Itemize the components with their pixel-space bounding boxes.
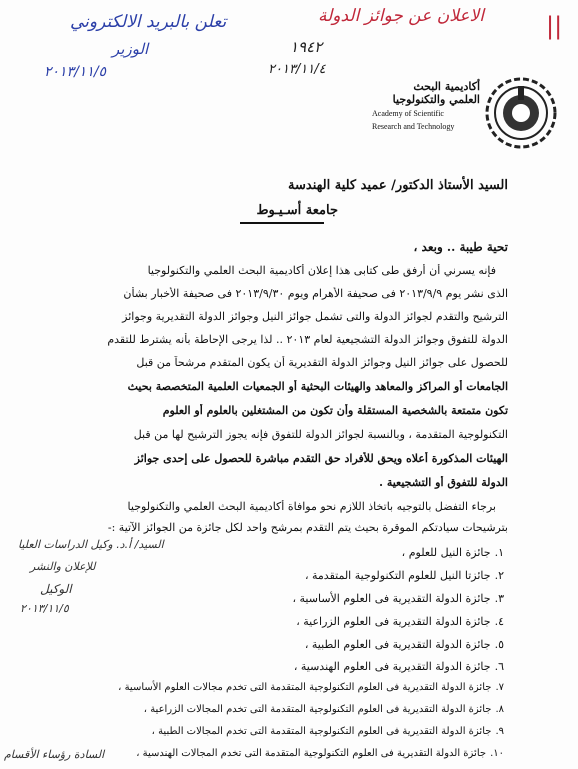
handwritten-email-note: تعلن بالبريد الالكتروني <box>70 12 227 32</box>
prize-item: ١.جائزة النيل للعلوم ، <box>401 546 504 559</box>
prize-item: ٥.جائزة الدولة التقديرية فى العلوم الطبية ، <box>304 638 504 651</box>
prize-item: ١٠.جائزة الدولة التقديرية فى العلوم التكنولوجية المتقدمة التى تخدم المجالات الهندسية ، <box>136 748 504 759</box>
body-line: الدولة للتفوق وجوائز الدولة التشجيعية لعام ٢٠١٣ .. لذا يرجى الإحاطة بأنه يشترط للتقدم <box>107 333 508 346</box>
reference-number: ١٩٤٢ <box>290 38 323 56</box>
prize-item: ٣.جائزة الدولة التقديرية فى العلوم الأساسية ، <box>292 592 504 605</box>
prize-item: ٢.جائزتا النيل للعلوم التكنولوجية المتقدمة ، <box>304 569 504 582</box>
handwritten-side-note-1: السيد/ أ.د. وكيل الدراسات العليا <box>18 538 164 551</box>
request-line: برجاء التفضل بالتوجيه باتخاذ اللازم نحو موافاة أكاديمية البحث العلمي والتكنولوجيا <box>127 500 496 513</box>
org-name-en-1: Academy of Scientific <box>372 109 444 119</box>
body-line-bold: الدولة للتفوق أو التشجيعية . <box>379 476 508 489</box>
body-line-bold: الهيئات المذكورة أعلاه ويحق للأفراد حق التقدم مباشرة للحصول على إحدى جوائز <box>134 452 508 465</box>
org-name-ar-1: أكاديمية البحث <box>413 80 480 93</box>
handwritten-subject-note: الاعلان عن جوائز الدولة <box>318 6 484 26</box>
handwritten-minister-note: الوزير <box>112 40 149 58</box>
handwritten-margin-mark: || <box>546 12 563 40</box>
recipient-underline <box>240 222 324 224</box>
organization-name <box>372 80 480 132</box>
request-line: بترشيحات سيادتكم الموقرة بحيث يتم التقدم بمرشح واحد لكل جائزة من الجوائز الآتية :- <box>107 521 508 534</box>
handwritten-date: ٢٠١٣/١١/٥ <box>44 64 107 80</box>
body-line: فإنه يسرني أن أرفق طى كتابى هذا إعلان أكاديمية البحث العلمي والتكنولوجيا <box>147 264 496 277</box>
handwritten-side-note-date: ٢٠١٣/١١/٥ <box>20 602 69 615</box>
body-line-bold: الجامعات أو المراكز والمعاهد والهيئات البحثية أو الجمعيات العلمية المتخصصة بحيث <box>127 380 508 393</box>
org-name-ar-2: العلمي والتكنولوجيا <box>392 93 480 107</box>
body-line: التكنولوجية المتقدمة ، وبالنسبة لجوائز الدولة للتفوق فإنه يجوز الترشيح لها من قبل <box>133 428 508 441</box>
recipient-title: السيد الأستاذ الدكتور/ عميد كلية الهندسة <box>288 178 508 193</box>
academy-logo-icon <box>484 76 558 150</box>
greeting: تحية طيبة .. وبعد ، <box>413 240 508 254</box>
handwritten-side-note-2: للإعلان والنشر <box>30 560 96 573</box>
handwritten-bottom-note: السادة رؤساء الأقسام <box>4 748 105 761</box>
handwritten-side-note-3: الوكيل <box>40 582 72 596</box>
body-line: الذى نشر يوم ٢٠١٣/٩/٩ فى صحيفة الأهرام ويوم ٢٠١٣/٩/٣٠ فى صحيفة الأخبار بشأن <box>123 287 508 300</box>
prize-item: ٦.جائزة الدولة التقديرية فى العلوم الهندسية ، <box>293 660 504 673</box>
body-line: الترشيح والتقدم لجوائز الدولة والتى تشمل جوائز النيل وجوائز الدولة التقديرية وجوائز <box>122 310 508 323</box>
prize-item: ٨.جائزة الدولة التقديرية فى العلوم التكنولوجية المتقدمة التى تخدم المجالات الزراعية ، <box>143 704 504 715</box>
reference-date: ٢٠١٣/١١/٤ <box>268 62 326 77</box>
body-line: للحصول على جوائز النيل وجوائز الدولة التقديرية أن يكون المتقدم مرشحاً من قبل <box>136 356 508 369</box>
prize-item: ٧.جائزة الدولة التقديرية فى العلوم التكنولوجية المتقدمة التى تخدم مجالات العلوم الأساسية ، <box>118 682 504 693</box>
prize-item: ٤.جائزة الدولة التقديرية فى العلوم الزراعية ، <box>296 615 504 628</box>
body-line-bold: تكون متمتعة بالشخصية المستقلة وأن تكون من المشتغلين بالعلوم أو العلوم <box>162 404 508 417</box>
org-name-en-2: Research and Technology <box>372 121 455 131</box>
prize-item: ٩.جائزة الدولة التقديرية فى العلوم التكنولوجية المتقدمة التى تخدم المجالات الطبية ، <box>151 726 504 737</box>
recipient-university: جامعة أسـيـوط <box>256 203 338 218</box>
